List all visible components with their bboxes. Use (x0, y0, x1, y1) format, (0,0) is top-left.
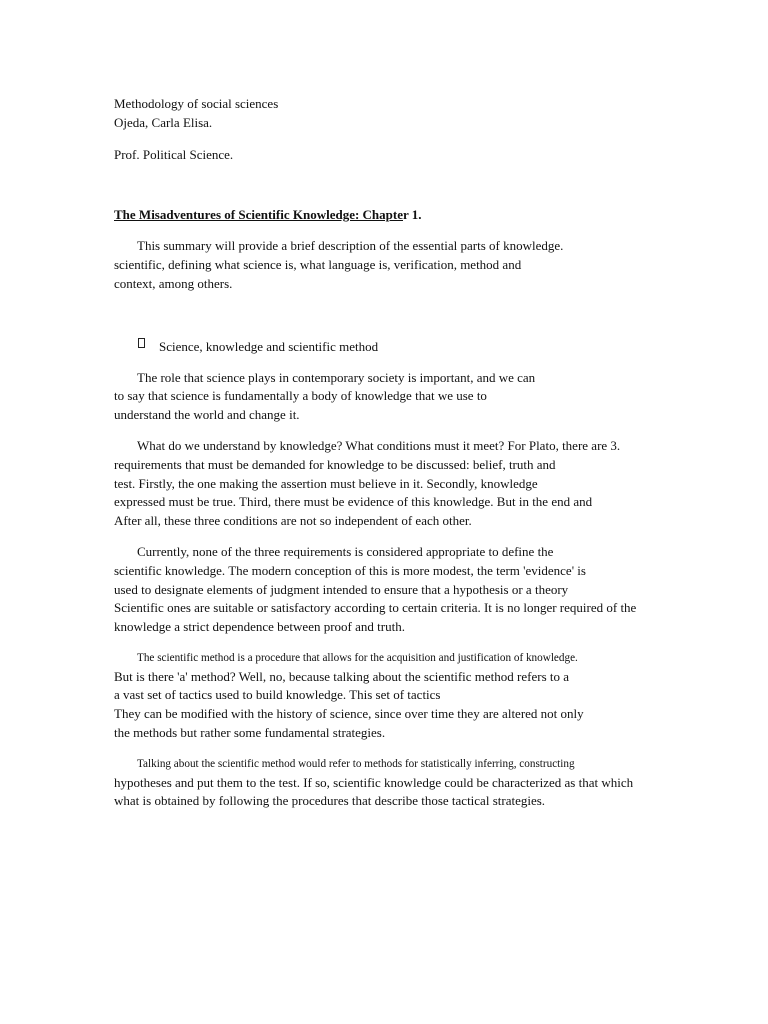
paragraph-line: to say that science is fundamentally a body of knowledge that we use to (114, 388, 487, 403)
paragraph-line: hypotheses and put them to the test. If so, scientific knowledge could be characterized as that which (114, 775, 634, 790)
bullet-box-icon (138, 338, 145, 348)
paragraph-line: After all, these three conditions are not so independent of each other. (114, 513, 472, 528)
intro-line: This summary will provide a brief description of the essential parts of knowledge. (137, 238, 564, 253)
course-name: Methodology of social sciences (114, 96, 279, 111)
paragraph-line: test. Firstly, the one making the assertion must believe in it. Secondly, knowledge (114, 476, 538, 491)
author-name: Ojeda, Carla Elisa. (114, 115, 213, 130)
paragraph-line: what is obtained by following the procedures that describe those tactical strategies. (114, 793, 546, 808)
author-role: Prof. Political Science. (114, 147, 234, 162)
document-title-underlined: The Misadventures of Scientific Knowledge: Chapte (114, 207, 403, 222)
intro-line: scientific, defining what science is, what language is, verification, method and (114, 257, 522, 272)
paragraph-line: expressed must be true. Third, there must be evidence of this knowledge. But in the end and (114, 494, 593, 509)
paragraph-line: requirements that must be demanded for knowledge to be discussed: belief, truth and (114, 457, 556, 472)
paragraph-line: But is there 'a' method? Well, no, because talking about the scientific method refers to a (114, 669, 570, 684)
document-title-trailing: r 1. (403, 207, 422, 222)
section-heading: Science, knowledge and scientific method (159, 339, 379, 354)
paragraph-line: What do we understand by knowledge? What conditions must it meet? For Plato, there are 3. (137, 438, 621, 453)
paragraph-line: Talking about the scientific method would refer to methods for statistically inferring, constructing (137, 758, 575, 770)
paragraph-line: used to designate elements of judgment intended to ensure that a hypothesis or a theory (114, 582, 569, 597)
document-title (114, 207, 422, 223)
paragraph-line: scientific knowledge. The modern conception of this is more modest, the term 'evidence' is (114, 563, 586, 578)
paragraph-line: understand the world and change it. (114, 407, 300, 422)
paragraph-line: a vast set of tactics used to build knowledge. This set of tactics (114, 687, 441, 702)
paragraph-line: The scientific method is a procedure that allows for the acquisition and justification of knowledge. (137, 652, 578, 664)
intro-line: context, among others. (114, 276, 233, 291)
paragraph-line: The role that science plays in contemporary society is important, and we can (137, 370, 536, 385)
paragraph-line: They can be modified with the history of science, since over time they are altered not only (114, 706, 584, 721)
paragraph-line: Scientific ones are suitable or satisfactory according to certain criteria. It is no longer required of the (114, 600, 637, 615)
paragraph-line: knowledge a strict dependence between proof and truth. (114, 619, 405, 634)
paragraph-line: Currently, none of the three requirements is considered appropriate to define the (137, 544, 554, 559)
paragraph-line: the methods but rather some fundamental strategies. (114, 725, 386, 740)
